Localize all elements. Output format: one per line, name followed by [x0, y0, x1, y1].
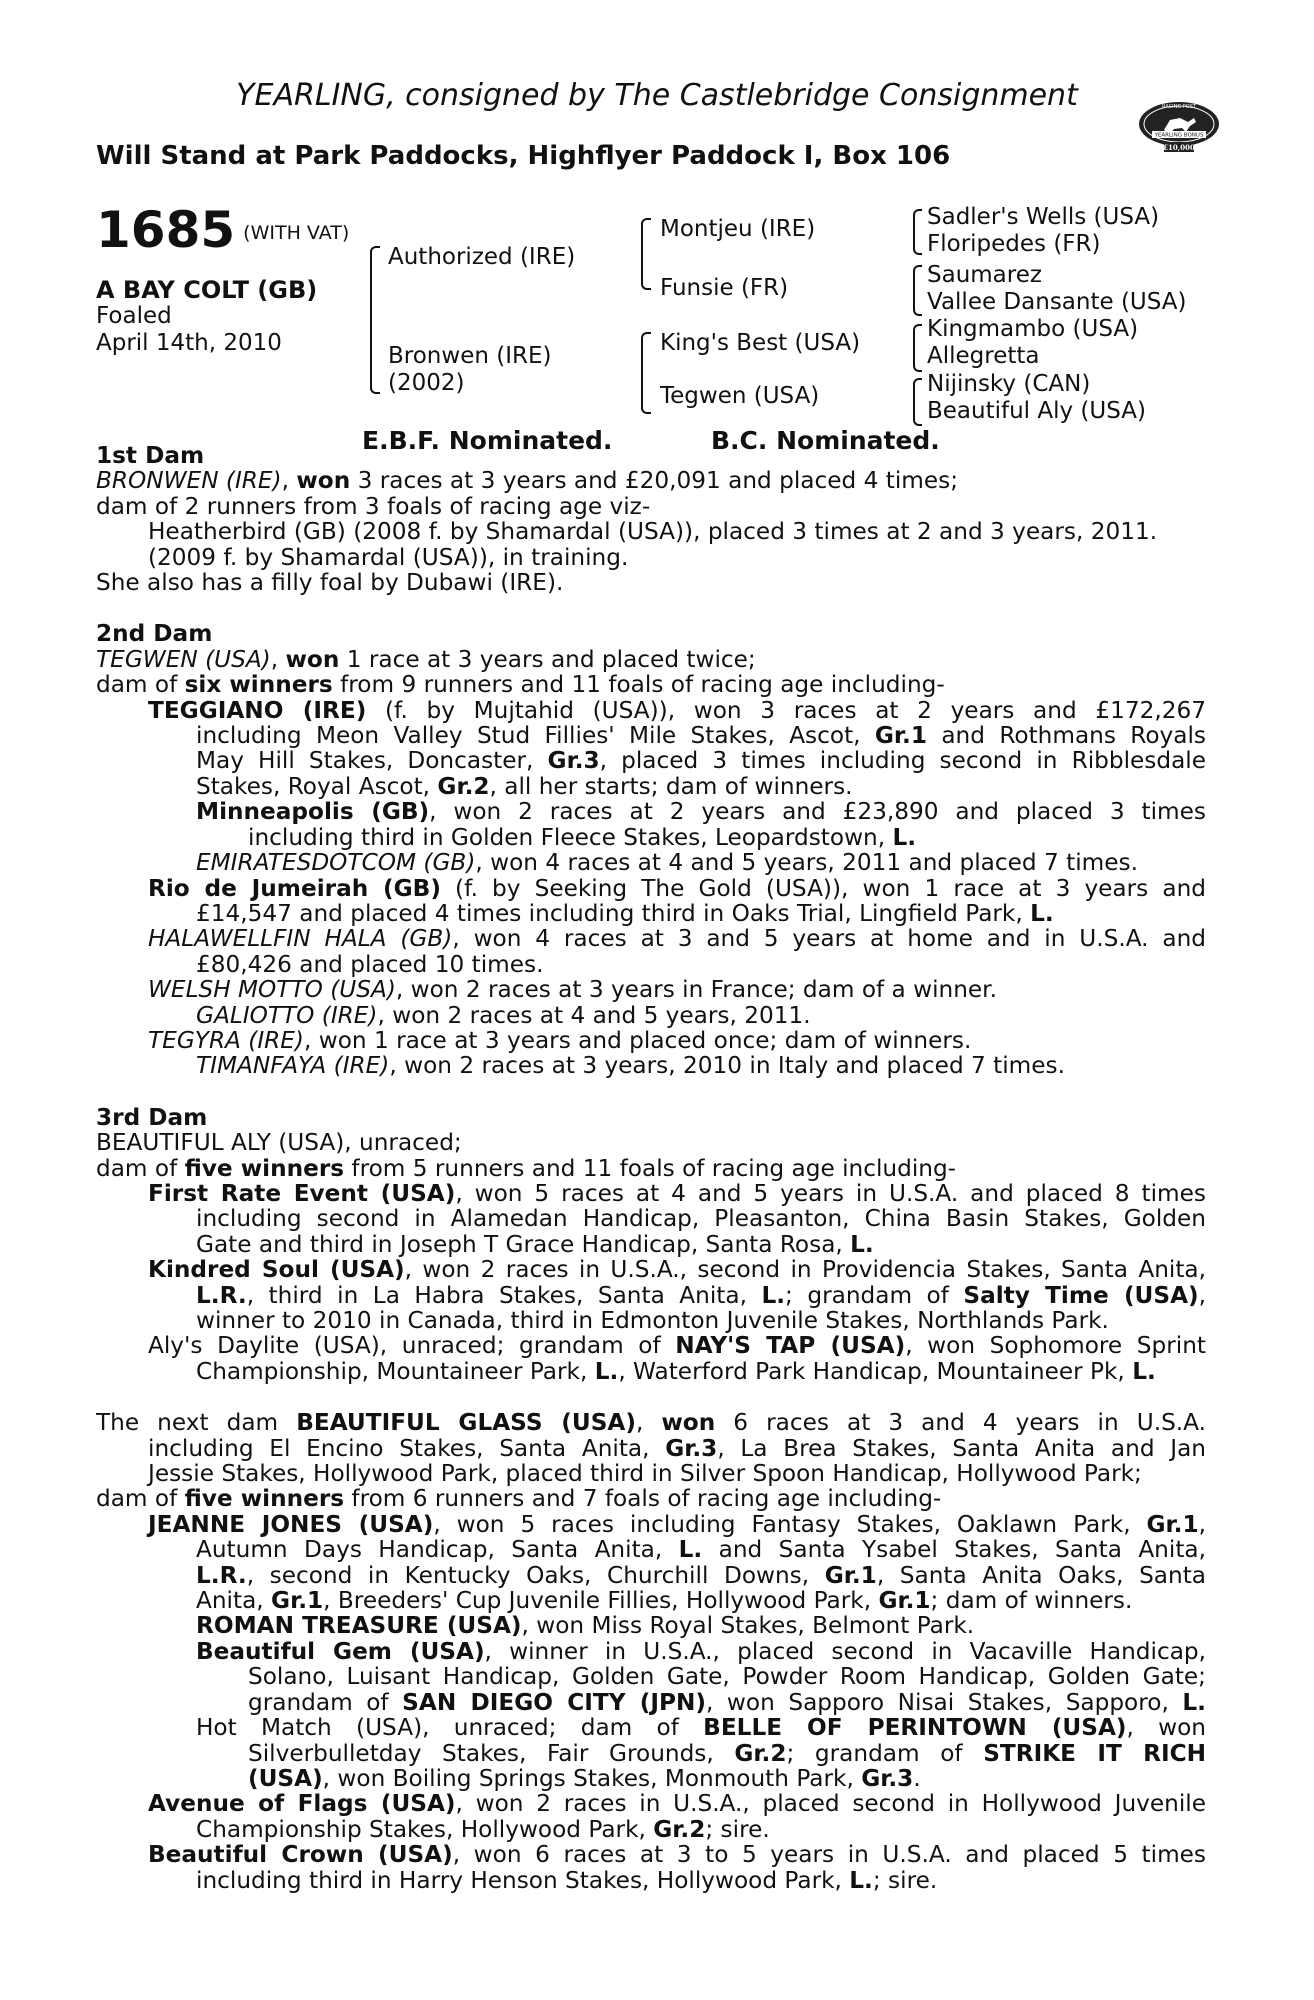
produce-line: First Rate Event (USA), won 5 races at 4 and 5 years in U.S.A. and placed 8 times — [148, 1179, 1206, 1207]
produce-line: May Hill Stakes, Doncaster, Gr.3, placed 3 times including second in Ribblesdale — [196, 747, 1207, 775]
vat-label: (WITH VAT) — [243, 222, 350, 244]
produce-line: including second in Alamedan Handicap, Pleasanton, China Basin Stakes, Golden — [196, 1205, 1206, 1233]
second-dam-heading: 2nd Dam — [96, 620, 213, 648]
produce-line: JEANNE JONES (USA), won 5 races including Fantasy Stakes, Oaklawn Park, Gr.1, — [148, 1510, 1206, 1538]
produce-line: TEGGIANO (IRE) (f. by Mujtahid (USA)), won 3 races at 2 years and £172,267 — [148, 696, 1206, 724]
stand-location: Will Stand at Park Paddocks, Highflyer Paddock I, Box 106 — [96, 141, 951, 171]
produce-line: Aly's Daylite (USA), unraced; grandam of NAY'S TAP (USA), won Sophomore Sprint — [148, 1332, 1206, 1360]
produce-line: Gate and third in Joseph T Grace Handicap, Santa Rosa, L. — [196, 1230, 874, 1258]
next-dam-line: including El Encino Stakes, Santa Anita, Gr.3, La Brea Stakes, Santa Anita and Jan — [148, 1434, 1206, 1462]
produce-line: TIMANFAYA (IRE), won 2 races at 3 years, 2010 in Italy and placed 7 times. — [196, 1052, 1065, 1080]
produce-line: Stakes, Royal Ascot, Gr.2, all her starts; dam of winners. — [196, 772, 853, 800]
catalogue-title: YEARLING, consigned by The Castlebridge Consignment — [236, 78, 1078, 113]
pedigree-brace — [913, 324, 922, 372]
pedigree-brace — [913, 209, 922, 255]
foaled-label: Foaled — [96, 303, 172, 329]
produce-line: Beautiful Gem (USA), winner in U.S.A., placed second in Vacaville Handicap, — [196, 1637, 1206, 1665]
third-dam-line: dam of five winners from 5 runners and 11 foals of racing age including- — [96, 1154, 957, 1182]
third-dam-line: BEAUTIFUL ALY (USA), unraced; — [96, 1129, 462, 1157]
first-dam-produce: Heatherbird (GB) (2008 f. by Shamardal (USA)), placed 3 times at 2 and 3 years, 2011. — [148, 518, 1158, 546]
first-dam-line: BRONWEN (IRE), won 3 races at 3 years and £20,091 and placed 4 times; — [96, 467, 959, 495]
pedigree-sss: Sadler's Wells (USA) — [927, 204, 1160, 230]
produce-line: £14,547 and placed 4 times including third in Oaks Trial, Lingfield Park, L. — [196, 899, 1054, 927]
pedigree-dam-dam: Tegwen (USA) — [660, 383, 820, 409]
produce-line: winner to 2010 in Canada, third in Edmonton Juvenile Stakes, Northlands Park. — [196, 1307, 1109, 1334]
produce-line: Hot Match (USA), unraced; dam of BELLE OF PERINTOWN (USA), won — [196, 1714, 1207, 1742]
produce-line: EMIRATESDOTCOM (GB), won 4 races at 4 and 5 years, 2011 and placed 7 times. — [196, 849, 1138, 877]
ebf-nominated: E.B.F. Nominated. — [362, 426, 613, 455]
produce-line: Championship Stakes, Hollywood Park, Gr.2; sire. — [196, 1815, 770, 1843]
produce-line: Avenue of Flags (USA), won 2 races in U.S.A., placed second in Hollywood Juvenile — [148, 1790, 1206, 1818]
second-dam-line: TEGWEN (USA), won 1 race at 3 years and placed twice; — [96, 645, 756, 673]
pedigree-brace — [641, 332, 651, 414]
pedigree-dam-year: (2002) — [388, 370, 465, 396]
svg-text:£10,000: £10,000 — [1163, 143, 1195, 152]
third-dam-heading: 3rd Dam — [96, 1103, 208, 1131]
pedigree-sds: Saumarez — [927, 262, 1042, 288]
pedigree-dsd: Allegretta — [927, 343, 1040, 369]
pedigree-dam-sire: King's Best (USA) — [660, 330, 861, 356]
first-dam-produce: (2009 f. by Shamardal (USA)), in training. — [148, 543, 629, 571]
catalogue-body — [96, 443, 1206, 1893]
produce-line: TEGYRA (IRE), won 1 race at 3 years and placed once; dam of winners. — [148, 1026, 972, 1054]
horse-name: A BAY COLT (GB) — [96, 276, 318, 304]
produce-line: (USA), won Boiling Springs Stakes, Monmouth Park, Gr.3. — [248, 1764, 921, 1792]
produce-line: Silverbulletday Stakes, Fair Grounds, Gr.2; grandam of STRIKE IT RICH — [248, 1739, 1207, 1767]
produce-line: L.R., second in Kentucky Oaks, Churchill Downs, Gr.1, Santa Anita Oaks, Santa — [196, 1561, 1206, 1589]
first-dam-heading: 1st Dam — [96, 442, 205, 469]
bc-nominated: B.C. Nominated. — [711, 426, 940, 455]
produce-line: HALAWELLFIN HALA (GB), won 4 races at 3 and 5 years at home and in U.S.A. and — [148, 925, 1206, 953]
produce-line: Beautiful Crown (USA), won 6 races at 3 to 5 years in U.S.A. and placed 5 times — [148, 1841, 1206, 1869]
produce-line: Solano, Luisant Handicap, Golden Gate, Powder Room Handicap, Golden Gate; — [248, 1663, 1206, 1691]
pedigree-brace — [913, 265, 922, 316]
next-dam-line: Jessie Stakes, Hollywood Park, placed third in Silver Spoon Handicap, Hollywood Park; — [148, 1460, 1142, 1488]
produce-line: Anita, Gr.1, Breeders' Cup Juvenile Fillies, Hollywood Park, Gr.1; dam of winners. — [196, 1587, 1133, 1615]
svg-text:YEARLING BONUS: YEARLING BONUS — [1154, 132, 1204, 139]
second-dam-line: dam of six winners from 9 runners and 11 foals of racing age including- — [96, 671, 945, 699]
pedigree-sire-sire: Montjeu (IRE) — [660, 216, 816, 242]
first-dam-line: dam of 2 runners from 3 foals of racing age viz- — [96, 492, 651, 520]
pedigree-ddd: Beautiful Aly (USA) — [927, 398, 1146, 424]
produce-line: including Meon Valley Stud Fillies' Mile Stakes, Ascot, Gr.1 and Rothmans Royals — [196, 722, 1206, 750]
pedigree-dds: Nijinsky (CAN) — [927, 371, 1091, 397]
pedigree-sdd: Vallee Dansante (USA) — [927, 289, 1187, 315]
produce-line: Autumn Days Handicap, Santa Anita, L. and Santa Ysabel Stakes, Santa Anita, — [196, 1536, 1206, 1564]
lot-number: 1685 (WITH VAT) — [96, 201, 350, 259]
produce-line: £80,426 and placed 10 times. — [196, 950, 544, 978]
first-dam-line: She also has a filly foal by Dubawi (IRE). — [96, 569, 564, 597]
produce-line: WELSH MOTTO (USA), won 2 races at 3 years in France; dam of a winner. — [148, 976, 997, 1004]
produce-line: Championship, Mountaineer Park, L., Waterford Park Handicap, Mountaineer Pk, L. — [196, 1357, 1156, 1385]
next-dam-line: The next dam BEAUTIFUL GLASS (USA), won 6 races at 3 and 4 years in U.S.A. — [96, 1409, 1206, 1437]
produce-line: GALIOTTO (IRE), won 2 races at 4 and 5 years, 2011. — [196, 1001, 811, 1029]
pedigree-ssd: Floripedes (FR) — [927, 231, 1101, 257]
produce-line: Minneapolis (GB), won 2 races at 2 years and £23,890 and placed 3 times — [196, 798, 1206, 826]
produce-line: grandam of SAN DIEGO CITY (JPN), won Sapporo Nisai Stakes, Sapporo, L. — [248, 1688, 1206, 1716]
produce-line: including third in Harry Henson Stakes, Hollywood Park, L.; sire. — [196, 1866, 938, 1894]
pedigree-sire: Authorized (IRE) — [388, 244, 576, 270]
pedigree-dss: Kingmambo (USA) — [927, 316, 1139, 342]
produce-line: Kindred Soul (USA), won 2 races in U.S.A., second in Providencia Stakes, Santa Anita, — [148, 1256, 1206, 1284]
produce-line: Rio de Jumeirah (GB) (f. by Seeking The Gold (USA)), won 1 race at 3 years and — [148, 874, 1206, 902]
produce-line: ROMAN TREASURE (USA), won Miss Royal Stakes, Belmont Park. — [196, 1612, 975, 1640]
pedigree-dam: Bronwen (IRE) — [388, 343, 552, 369]
foaled-date: April 14th, 2010 — [96, 330, 282, 356]
svg-text:RACING POST: RACING POST — [1162, 104, 1196, 110]
next-dam-line: dam of five winners from 6 runners and 7 foals of racing age including- — [96, 1485, 942, 1513]
pedigree-brace — [913, 378, 922, 426]
pedigree-brace — [370, 246, 380, 394]
produce-line: L.R., third in La Habra Stakes, Santa Anita, L.; grandam of Salty Time (USA), — [196, 1281, 1206, 1309]
produce-line: including third in Golden Fleece Stakes, Leopardstown, L. — [248, 823, 917, 851]
pedigree-sire-dam: Funsie (FR) — [660, 275, 789, 301]
yearling-bonus-badge — [1136, 98, 1222, 154]
pedigree-brace — [641, 218, 651, 290]
